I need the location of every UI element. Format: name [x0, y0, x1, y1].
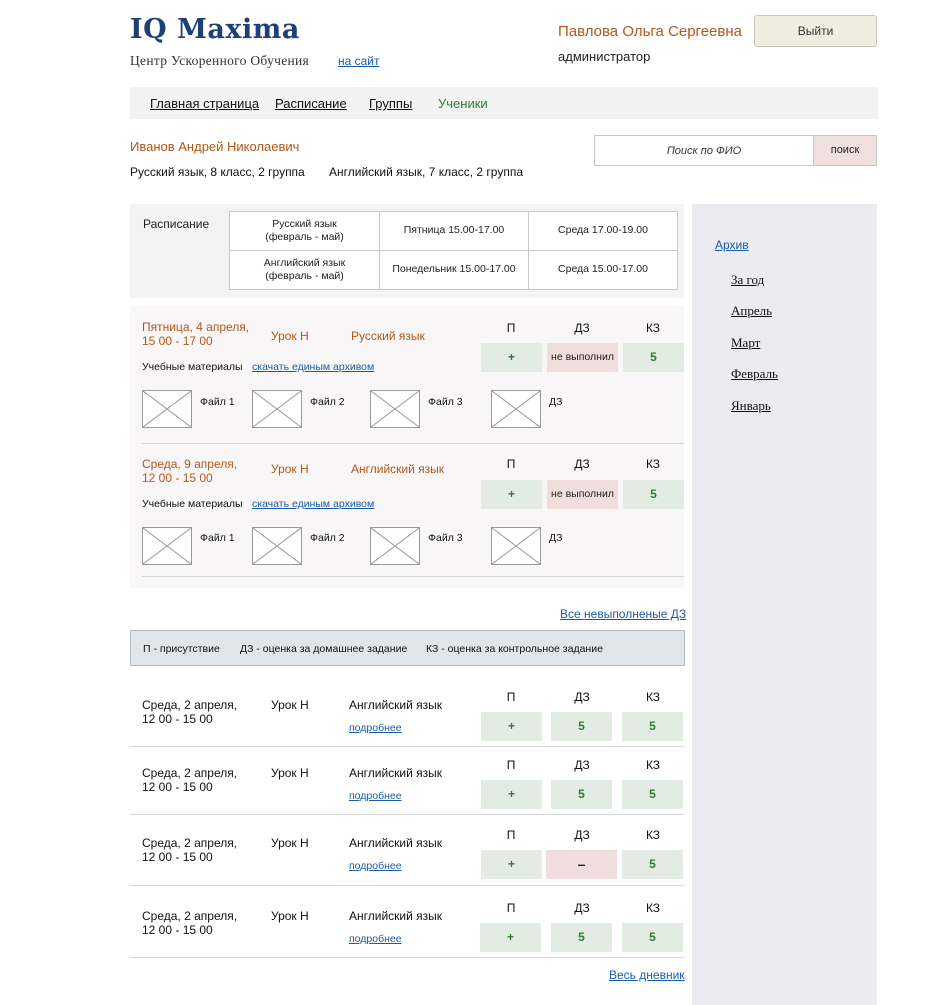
lesson-subject: Английский язык — [351, 462, 445, 476]
legend-test: КЗ - оценка за контрольное задание — [426, 643, 603, 655]
col-header-hw: ДЗ — [574, 828, 590, 842]
past-lesson-subject: Английский язык — [349, 766, 443, 780]
archive-item-april[interactable]: Апрель — [731, 303, 773, 318]
nav-schedule[interactable]: Расписание — [275, 96, 347, 111]
search-button[interactable]: поиск — [813, 136, 876, 165]
file-label[interactable]: Файл 1 — [200, 532, 235, 544]
file-label[interactable]: ДЗ — [549, 532, 563, 544]
col-header-hw: ДЗ — [574, 758, 590, 772]
nav-students[interactable]: Ученики — [438, 96, 488, 111]
file-thumbnail[interactable] — [252, 390, 302, 428]
details-link[interactable]: подробнее — [349, 933, 402, 945]
col-header-hw: ДЗ — [574, 901, 590, 915]
divider — [142, 443, 684, 444]
col-header-p: П — [506, 457, 516, 471]
details-link[interactable]: подробнее — [349, 860, 402, 872]
presence-cell: + — [481, 850, 542, 879]
file-label[interactable]: Файл 1 — [200, 396, 235, 408]
schedule-slot: Пятница 15.00-17.00 — [380, 212, 529, 251]
col-header-p: П — [506, 901, 516, 915]
file-thumbnail[interactable] — [370, 390, 420, 428]
divider — [130, 746, 684, 747]
schedule-slot: Среда 15.00-17.00 — [529, 251, 678, 290]
archive-item-march[interactable]: Март — [731, 335, 761, 350]
divider — [130, 957, 684, 958]
schedule-table — [229, 211, 678, 290]
all-undone-homework-link[interactable]: Все невыполненые ДЗ — [560, 607, 687, 621]
logo-subtitle: Центр Ускоренного Обучения — [130, 53, 310, 68]
schedule-row — [230, 212, 678, 251]
presence-cell: + — [481, 780, 542, 809]
past-lesson-name: Урок Н — [271, 698, 309, 712]
materials-label: Учебные материалы — [142, 498, 243, 510]
presence-cell: + — [481, 712, 542, 741]
col-header-p: П — [506, 690, 516, 704]
test-cell: 5 — [622, 923, 683, 952]
past-lesson-date: Среда, 2 апреля, 12 00 - 15 00 — [142, 909, 238, 937]
presence-cell: + — [480, 923, 541, 952]
archive-item-february[interactable]: Февраль — [731, 366, 778, 381]
col-header-test: КЗ — [645, 690, 661, 704]
full-diary-link[interactable]: Весь дневник — [609, 968, 685, 982]
file-thumbnail[interactable] — [491, 527, 541, 565]
to-site-link[interactable]: на сайт — [338, 54, 380, 68]
col-header-test: КЗ — [645, 901, 661, 915]
col-header-test: КЗ — [645, 457, 661, 471]
schedule-label: Расписание — [143, 217, 210, 231]
download-archive-link[interactable]: скачать единым архивом — [252, 361, 375, 373]
homework-cell: 5 — [551, 923, 612, 952]
schedule-slot: Среда 17.00-19.00 — [529, 212, 678, 251]
nav-groups[interactable]: Группы — [369, 96, 413, 111]
test-cell: 5 — [622, 712, 683, 741]
legend-bar — [130, 630, 685, 666]
student-name: Иванов Андрей Николаевич — [130, 139, 300, 154]
divider — [142, 576, 684, 577]
col-header-hw: ДЗ — [574, 690, 590, 704]
divider — [130, 814, 684, 815]
legend-homework: ДЗ - оценка за домашнее задание — [240, 643, 408, 655]
past-lesson-name: Урок Н — [271, 766, 309, 780]
homework-cell: не выполнил — [547, 480, 618, 509]
col-header-p: П — [506, 758, 516, 772]
search-box — [594, 135, 877, 166]
test-cell: 5 — [622, 780, 683, 809]
schedule-row — [230, 251, 678, 290]
file-label[interactable]: Файл 2 — [310, 532, 345, 544]
past-lesson-name: Урок Н — [271, 836, 309, 850]
past-lesson-date: Среда, 2 апреля, 12 00 - 15 00 — [142, 766, 238, 794]
file-thumbnail[interactable] — [491, 390, 541, 428]
past-lesson-name: Урок Н — [271, 909, 309, 923]
schedule-subject: Английский язык (февраль - май) — [230, 251, 380, 290]
file-label[interactable]: ДЗ — [549, 396, 563, 408]
archive-item-january[interactable]: Январь — [731, 398, 771, 413]
file-label[interactable]: Файл 3 — [428, 532, 463, 544]
test-cell: 5 — [623, 480, 684, 509]
homework-cell: 5 — [551, 780, 612, 809]
lesson-date: Среда, 9 апреля, 12 00 - 15 00 — [142, 457, 238, 485]
col-header-p: П — [506, 828, 516, 842]
materials-label: Учебные материалы — [142, 361, 243, 373]
file-thumbnail[interactable] — [370, 527, 420, 565]
file-label[interactable]: Файл 3 — [428, 396, 463, 408]
homework-cell: 5 — [551, 712, 612, 741]
logout-button[interactable]: Выйти — [754, 15, 877, 47]
file-thumbnail[interactable] — [142, 390, 192, 428]
lesson-name: Урок Н — [271, 329, 309, 343]
schedule-subject: Русский язык (февраль - май) — [230, 212, 380, 251]
presence-cell: + — [481, 343, 542, 372]
lesson-date: Пятница, 4 апреля, 15 00 - 17 00 — [142, 320, 250, 348]
homework-cell: не выполнил — [547, 343, 618, 372]
past-lesson-subject: Английский язык — [349, 698, 443, 712]
download-archive-link[interactable]: скачать единым архивом — [252, 498, 375, 510]
presence-cell: + — [481, 480, 542, 509]
archive-sidebar — [692, 204, 877, 1005]
logo[interactable]: IQ Maxima — [130, 14, 300, 45]
past-lesson-date: Среда, 2 апреля, 12 00 - 15 00 — [142, 698, 238, 726]
schedule-slot: Понедельник 15.00-17.00 — [380, 251, 529, 290]
user-name: Павлова Ольга Сергеевна — [558, 23, 742, 40]
search-input[interactable] — [595, 136, 813, 165]
details-link[interactable]: подробнее — [349, 790, 402, 802]
test-cell: 5 — [622, 850, 683, 879]
lesson-name: Урок Н — [271, 462, 309, 476]
col-header-test: КЗ — [645, 758, 661, 772]
details-link[interactable]: подробнее — [349, 722, 402, 734]
archive-item-year[interactable]: За год — [731, 272, 765, 287]
student-course-2: Английский язык, 7 класс, 2 группа — [329, 165, 524, 179]
col-header-test: КЗ — [645, 828, 661, 842]
file-thumbnail[interactable] — [142, 527, 192, 565]
lesson-subject: Русский язык — [351, 329, 425, 343]
homework-cell: – — [546, 850, 617, 879]
col-header-test: КЗ — [645, 321, 661, 335]
archive-link[interactable]: Архив — [715, 238, 749, 252]
nav-home[interactable]: Главная страница — [150, 96, 260, 111]
user-role: администратор — [558, 49, 651, 64]
col-header-p: П — [506, 321, 516, 335]
divider — [130, 885, 684, 886]
past-lesson-subject: Английский язык — [349, 836, 443, 850]
col-header-hw: ДЗ — [574, 457, 590, 471]
student-course-1: Русский язык, 8 класс, 2 группа — [130, 165, 305, 179]
main-nav — [130, 87, 878, 119]
col-header-hw: ДЗ — [574, 321, 590, 335]
file-thumbnail[interactable] — [252, 527, 302, 565]
past-lesson-subject: Английский язык — [349, 909, 443, 923]
legend-presence: П - присутствие — [143, 643, 220, 655]
past-lesson-date: Среда, 2 апреля, 12 00 - 15 00 — [142, 836, 238, 864]
test-cell: 5 — [623, 343, 684, 372]
file-label[interactable]: Файл 2 — [310, 396, 345, 408]
